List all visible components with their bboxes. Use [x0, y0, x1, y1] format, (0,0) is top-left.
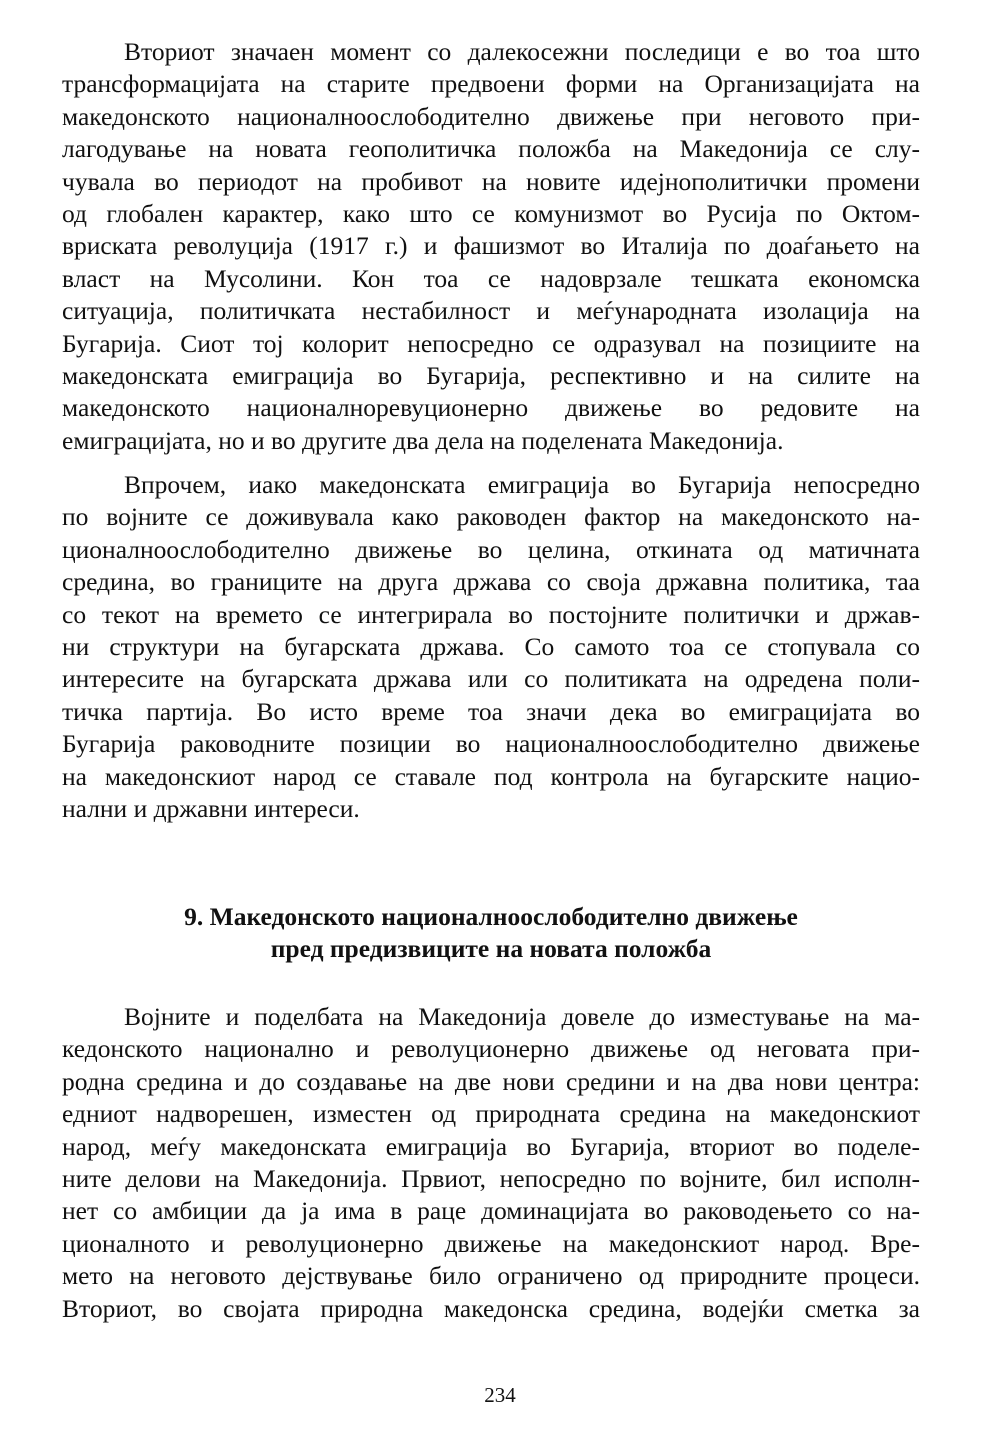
text-line: интересите на бугарската држава или со политиката на одредена поли- — [62, 664, 920, 694]
page-number: 234 — [484, 1383, 516, 1407]
paragraph-3 — [62, 1001, 920, 1325]
text-line: трансформацијата на старите предвоени форми на Организацијата на — [62, 69, 920, 99]
text-line: ситуација, политичката нестабилност и меѓународната изолација на — [62, 296, 920, 326]
text-line: Војните и поделбата на Македонија довеле до изместување на ма- — [124, 1002, 920, 1031]
text-line: родна средина и до создавање на две нови средини и на два нови центра: — [62, 1066, 920, 1096]
text-line: Бугарија раководните позиции во националноослободително движење — [62, 729, 920, 759]
text-line: ционалноослободително движење во целина, откината од матичната — [62, 534, 920, 564]
text-line: со текот на времето се интегрирала во постојните политички и држав- — [62, 599, 920, 629]
paragraph-1 — [62, 36, 920, 457]
text-line: Вториот значаен момент со далекосежни последици е во тоа што — [124, 37, 920, 66]
text-line: Впрочем, иако македонската емиграција во Бугарија непосредно — [124, 470, 920, 499]
text-line: чувала во периодот на пробивот на новите идејнополитички промени — [62, 166, 920, 196]
section-heading-line-1: 9. Македонското националноослободително движење — [184, 902, 798, 931]
text-line: народ, меѓу македонската емиграција во Бугарија, вториот во поделе- — [62, 1131, 920, 1161]
text-line: лагодување на новата геополитичка положба на Македонија се слу- — [62, 134, 920, 164]
text-line: вриската револуција (1917 г.) и фашизмот во Италија по доаѓањето на — [62, 231, 920, 261]
section-heading-line-2: пред предизвиците на новата положба — [270, 934, 712, 964]
text-line: нет со амбиции да ја има в раце доминацијата во раководењето со на- — [62, 1196, 920, 1226]
text-line: македонското националноослободително движење при неговото при- — [62, 101, 920, 131]
text-line: ни структури на бугарската држава. Со самото тоа се стопувала со — [62, 631, 920, 661]
text-line: кедонското национално и револуционерно движење од неговата при- — [62, 1034, 920, 1064]
text-line: Бугарија. Сиот тој колорит непосредно се одразувал на позициите на — [62, 328, 920, 358]
text-line: едниот надворешен, изместен од природната средина на македонскиот — [62, 1099, 920, 1129]
text-line: по војните се доживувала како раководен фактор на македонското на- — [62, 502, 920, 532]
text-line: власт на Мусолини. Кон тоа се надоврзале тешката економска — [62, 263, 920, 293]
text-line: од глобален карактер, како што се комунизмот во Русија по Октом- — [62, 198, 920, 228]
text-line: мето на неговото дејствување било ограничено од природните процеси. — [62, 1261, 920, 1291]
text-line: македонското националноревуционерно движење во редовите на — [62, 393, 920, 423]
text-line: тичка партија. Во исто време тоа значи дека во емиграцијата во — [62, 696, 920, 726]
text-line: емиграцијата, но и во другите два дела на поделената Македонија. — [62, 425, 784, 455]
text-line: ните делови на Македонија. Првиот, непосредно по војните, бил исполн- — [62, 1163, 920, 1193]
text-line: нални и државни интереси. — [62, 793, 360, 823]
paragraph-2 — [62, 469, 920, 825]
text-line: средина, во границите на друга држава со своја државна политика, таа — [62, 567, 920, 597]
text-line: македонската емиграција во Бугарија, респективно и на силите на — [62, 360, 920, 390]
text-line: Вториот, во својата природна македонска средина, водејќи сметка за — [62, 1293, 920, 1323]
text-line: ционалното и револуционерно движење на македонскиот народ. Вре- — [62, 1228, 920, 1258]
section-heading — [62, 901, 920, 966]
text-line: на македонскиот народ се ставале под контрола на бугарските нацио- — [62, 761, 920, 791]
